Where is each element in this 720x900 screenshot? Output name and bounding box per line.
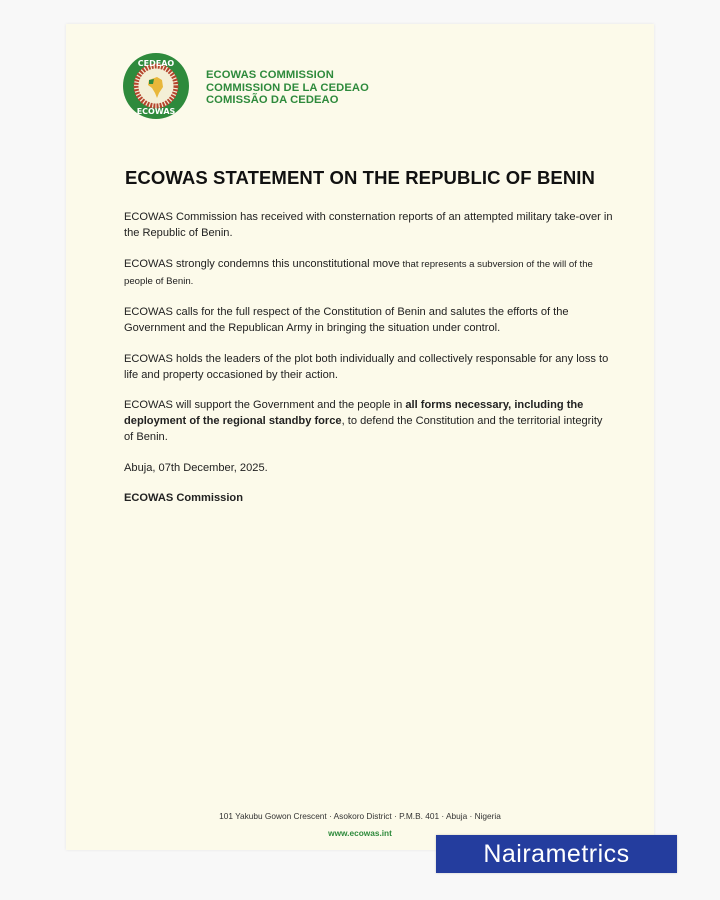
org-line-pt: COMISSÃO DA CEDEAO	[206, 94, 339, 106]
logo-top-text: CEDEAO	[137, 59, 175, 68]
statement-title: ECOWAS STATEMENT ON THE REPUBLIC OF BENIN	[124, 167, 596, 188]
paragraph-1: ECOWAS Commission has received with consternation reports of an attempted military take-over in the Republic of Benin.	[124, 211, 613, 239]
ecowas-logo	[122, 52, 190, 120]
footer-website-link[interactable]: www.ecowas.int	[328, 828, 392, 838]
org-line-en: ECOWAS COMMISSION	[206, 69, 334, 81]
paragraph-2-lead: ECOWAS strongly condemns this unconstitutional move	[124, 257, 400, 270]
footer-address: 101 Yakubu Gowon Crescent · Asokoro District · P.M.B. 401 · Abuja · Nigeria	[219, 811, 501, 821]
nairametrics-watermark: Nairametrics	[436, 835, 677, 873]
document-page	[66, 24, 654, 850]
signature-text: ECOWAS Commission	[124, 492, 243, 504]
paragraph-2-rest: that represents a subversion of the will of the people of Benin.	[124, 258, 593, 287]
paragraph-5-rest: , to defend the Constitution and the territorial integrity of Benin.	[124, 415, 603, 443]
paragraph-3: ECOWAS calls for the full respect of the Constitution of Benin and salutes the efforts of the Government and the Republican Army in bringing the situation under control.	[124, 306, 569, 334]
paragraph-5-bold: all forms necessary, including the deployment of the regional standby force	[124, 399, 584, 427]
statement-date: Abuja, 07th December, 2025.	[124, 461, 268, 474]
paragraph-4: ECOWAS holds the leaders of the plot both individually and collectively responsable for any loss to life and property occasioned by their action.	[124, 352, 609, 381]
organization-name	[206, 69, 369, 107]
signature	[124, 490, 614, 506]
paragraph-5	[124, 397, 614, 445]
paragraph-2	[124, 256, 614, 290]
logo-bottom-text: ECOWAS	[136, 107, 176, 116]
org-line-fr: COMMISSION DE LA CEDEAO	[206, 81, 369, 94]
paragraph-5-lead: ECOWAS will support the Government and the people in	[124, 399, 406, 411]
statement-body	[124, 209, 614, 521]
